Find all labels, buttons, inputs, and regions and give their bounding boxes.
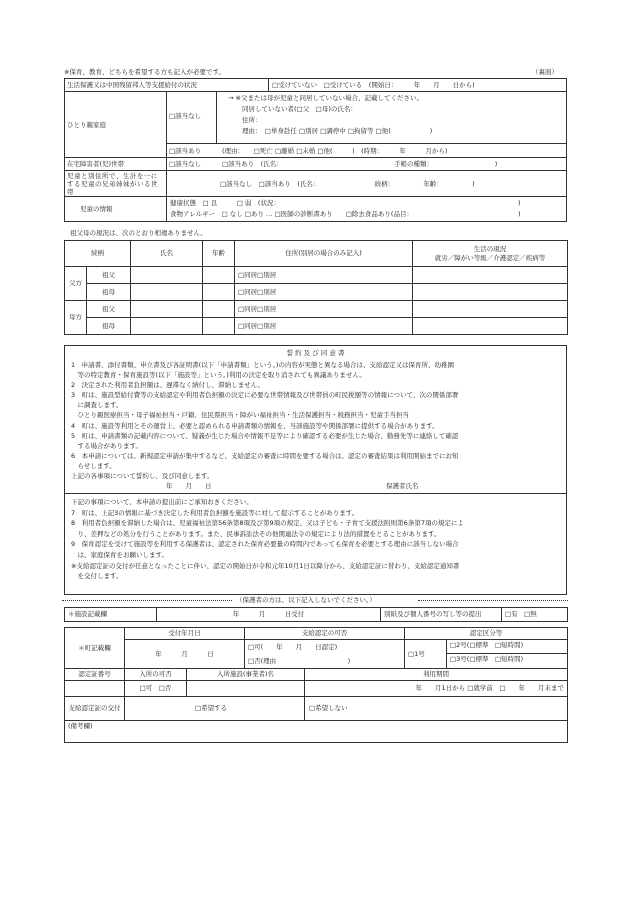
table-row — [65, 318, 568, 335]
address-cell[interactable] — [235, 284, 413, 301]
separate-docs-options[interactable]: □有 □無 — [502, 608, 568, 622]
single-parent-detail — [220, 94, 565, 136]
consent-date[interactable]: 年 月 日 — [166, 482, 212, 490]
cert-number-cell[interactable] — [65, 681, 125, 697]
notice-item: 9 保育認定を受けて施設等を利用する保護者は、認定された保育必要量の時間内であっても保育を必要とする理由に該当しない場合 — [71, 540, 459, 549]
age-cell[interactable] — [203, 284, 235, 301]
age-cell[interactable] — [203, 318, 235, 335]
approval-ok[interactable]: □可( 年 月 日認定) — [245, 640, 405, 655]
consent-item: 4 町は、施設等利用とその運営上、必要と認められる申請書類の情報を、当該施設等や関係部署に提供する場合があります。 — [71, 421, 439, 430]
name-cell[interactable] — [131, 318, 203, 335]
category-3[interactable]: □3号(□標準 □短時間) — [450, 655, 524, 663]
single-parent-label: ひとり親家庭 — [67, 121, 106, 129]
notice-item: を交付します。 — [71, 572, 123, 581]
address-header: 住所(別居の場合のみ記入) — [235, 241, 413, 267]
admission-header: 入所の可否 — [125, 669, 187, 681]
relation-header: 続柄 — [65, 241, 131, 267]
notice-item: り、差押などの処分を行うことがあります。また、民事訴訟法その他関連法令の規定により法的措置をとることがあります。 — [71, 529, 441, 538]
welfare-options[interactable]: □受けていない □受けている (開始日： 年 月 日から) — [272, 81, 475, 89]
issue-no[interactable]: □希望しない — [305, 697, 568, 721]
received-date[interactable]: 年 月 日受付 — [157, 608, 381, 622]
child-health[interactable]: 健康状態 □ 良 □ 弱 (状況： — [170, 199, 280, 207]
address-cell[interactable] — [235, 301, 413, 318]
header-note: ※保育、教育、どちらを希望する方も記入が必要です。 — [64, 68, 225, 76]
notice-list — [71, 497, 563, 582]
relation-cell: 祖母 — [87, 318, 131, 335]
facility-name-cell[interactable] — [187, 681, 305, 697]
paternal-label: 父方 — [65, 267, 87, 301]
table-row — [65, 267, 568, 284]
consent-item: 5 町は、申請書類の記載内容について、疑義が生じた場合や情報不足等により確認する必要が生じた場合、勤務先等に連絡して確認 — [71, 431, 459, 440]
name-cell[interactable] — [131, 284, 203, 301]
status-header: 生活の現況 就労／障がい等級／介護認定／疾病等 — [413, 241, 568, 267]
age-cell[interactable] — [203, 267, 235, 284]
notice-item: 8 利用者負担額を滞納した場合は、児童福祉法第56条第8項及び第9項の規定、又は子ども・子育て支援法附則第6条第7項の規定によ — [71, 519, 464, 528]
relation-cell: 祖父 — [87, 267, 131, 284]
name-cell[interactable] — [131, 267, 203, 284]
consent-item: に調査します。 — [71, 401, 123, 410]
accept-date[interactable]: 年 月 日 — [125, 640, 245, 669]
single-parent-none[interactable]: □該当なし — [169, 112, 202, 120]
single-parent-applies-detail[interactable]: (理由： □死亡 □離婚 □未婚 □他( ) (時期： 年 月から) — [222, 147, 448, 155]
consent-item: 6 本申請については、新規認定申請が集中するなど、支給認定の審査に時間を要する場合は、認定の審査結果は利用開始までにお知 — [71, 451, 459, 460]
consent-item: する場合があります。 — [71, 441, 142, 450]
cohabit-options[interactable]: □同居□別居 — [238, 321, 277, 330]
category-2[interactable]: □2号(□標準 □短時間) — [447, 640, 567, 654]
notice-item: ※支給認定証の交付が任意となったことに伴い、認定の開始日が令和元年10月1日以降分から、支給認定証に替わり、支給認定通知書 — [71, 561, 460, 570]
status-cell[interactable] — [413, 301, 568, 318]
approval-ng[interactable]: □否(理由 ) — [245, 654, 405, 669]
category-header: 認定区分等 — [405, 628, 568, 640]
consent-item: ひとり親医療担当・母子福祉担当・戸籍、住民票担当・障がい福祉担当・生活保護担当・税務担当・児童手当担当 — [71, 411, 409, 420]
cohabit-options[interactable]: □同居□別居 — [238, 287, 277, 296]
guardian-name[interactable]: 保護者氏名 — [386, 482, 419, 490]
sibling-options[interactable]: □該当なし □該当あり (氏名： 続柄： 年齢： ) — [220, 180, 475, 188]
facility-table — [64, 607, 568, 622]
consent-item: 3 町は、施設型給付費等の支給認定や利用者負担額の決定に必要な世帯情報及び世帯員の町民税額等の情報について、次の関係部署 — [71, 391, 459, 400]
name-header: 氏名 — [131, 241, 203, 267]
single-parent-applies[interactable]: □該当あり — [169, 147, 202, 155]
welfare-label: 生活保護又は中国残留邦人等支援給付の状況 — [67, 81, 197, 89]
separator-text: （保護者の方は、以下記入しないでください。） — [236, 596, 376, 604]
category-cell — [405, 640, 568, 669]
period-value[interactable]: 年 月1日から □就学前 □ 年 月末まで — [305, 681, 568, 697]
town-table — [64, 627, 568, 743]
name-cell[interactable] — [131, 301, 203, 318]
separate-docs-label: 別紙及び個人番号の写し等の提出 — [381, 608, 502, 622]
approval-header: 支給認定の可否 — [245, 628, 405, 640]
consent-item: らせします。 — [71, 461, 116, 470]
consent-item: 2 決定された利用者負担額は、遅滞なく納付し、滞納しません。 — [71, 381, 265, 390]
separator-dots-right — [418, 600, 568, 601]
consent-items — [71, 360, 563, 481]
notice-intro: 下記の事項について、本申請の提出前にご承知おきください。 — [71, 498, 253, 506]
town-label: ＊町記載欄 — [65, 628, 125, 669]
grandparents-intro: 祖父母の現況は、次のとおり相違ありません。 — [70, 229, 207, 237]
admission-options[interactable]: □可 □否 — [125, 681, 187, 697]
consent-item: 等の特定教育・保育施設等(以下「施設等」という。)利用の決定を取り消されても異議ありません。 — [71, 371, 366, 380]
disabled-handbook[interactable]: 手帳の種類： ) — [394, 160, 498, 168]
disabled-none[interactable]: □該当なし — [169, 160, 202, 168]
disabled-applies[interactable]: □該当あり (氏名： — [222, 160, 283, 168]
period-header: 利用期間 — [305, 669, 568, 681]
status-cell[interactable] — [413, 284, 568, 301]
cohabit-options[interactable]: □同居□別居 — [238, 270, 277, 279]
maternal-label: 母方 — [65, 301, 87, 335]
status-cell[interactable] — [413, 267, 568, 284]
consent-title: 誓 約 及 び 同 意 書 — [286, 349, 345, 357]
address-cell[interactable] — [235, 318, 413, 335]
grandparents-table — [64, 240, 568, 335]
separator-dots-left — [62, 600, 232, 601]
table-row — [65, 284, 568, 301]
page-label: （裏面） — [532, 68, 558, 76]
facility-name-header: 入所施設(事業者)名 — [187, 669, 305, 681]
table-row — [65, 301, 568, 318]
absence-reasons[interactable]: 理由： □単身赴任 □別居 □調停中 □拘留等 □他( ) — [242, 127, 433, 136]
sibling-label: 児童と別住所で、生計を一にする児童の兄弟姉妹がいる世帯 — [67, 172, 158, 197]
relation-cell: 祖母 — [87, 284, 131, 301]
status-cell[interactable] — [413, 318, 568, 335]
category-1[interactable]: □1号 — [405, 640, 447, 668]
child-allergy[interactable]: 食物アレルギー □ なし □あり … □医師の診断書あり □除去食品あり(品目： — [170, 210, 413, 218]
age-cell[interactable] — [203, 301, 235, 318]
age-header: 年齢 — [203, 241, 235, 267]
issue-yes[interactable]: □希望する — [125, 697, 305, 721]
child-info-label: 児童の情報 — [80, 205, 113, 213]
notice-item: 7 町は、上記3の情報に基づき決定した利用者負担額を施設等に対して提示することがあります。 — [71, 508, 359, 517]
cert-number-header: 認定証番号 — [65, 669, 125, 681]
cohabit-options[interactable]: □同居□別居 — [238, 304, 277, 313]
disabled-household-label: 在宅障害者(児)世帯 — [67, 160, 125, 168]
absent-parent-name[interactable]: 同居していない者(□父 □母)の氏名： — [242, 105, 357, 114]
address-cell[interactable] — [235, 267, 413, 284]
remarks[interactable]: (備考欄) — [65, 721, 568, 743]
relation-cell: 祖父 — [87, 301, 131, 318]
issue-header: 支給認定証の交付 — [65, 697, 125, 721]
consent-item: 1 申請書、添付書類、申立書及び各証明書(以下「申請書類」という。)の内容が実態と異なる場合は、支給認定又は保育所、幼稚園 — [71, 361, 454, 369]
absent-parent-address[interactable]: 住所： — [242, 116, 262, 125]
consent-agree-line: 上記の各事項について誓約し、及び同意します。 — [71, 472, 214, 481]
single-parent-note: → ※父または母が児童と同居していない場合、記載してください。 — [228, 94, 423, 102]
notice-item: は、家庭保育をお願いします。 — [71, 550, 168, 559]
facility-label: ＊施設記載欄 — [65, 608, 157, 622]
accept-date-header: 受付年月日 — [125, 628, 245, 640]
